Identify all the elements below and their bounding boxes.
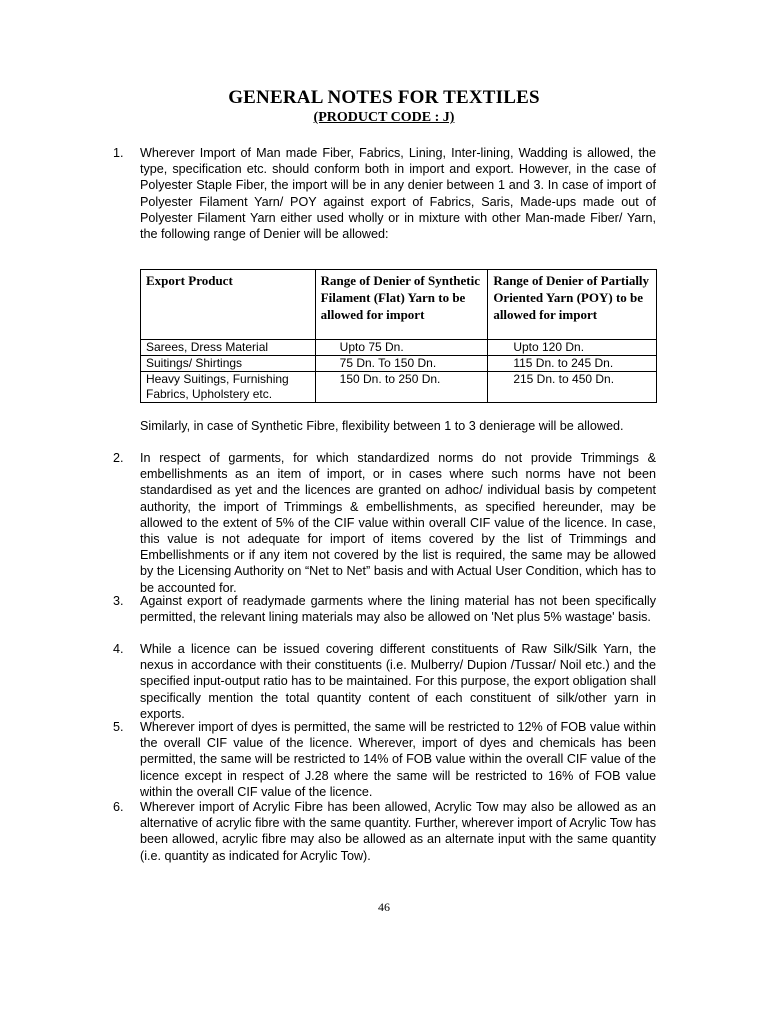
table-cell: Sarees, Dress Material <box>141 340 316 356</box>
table-header-cell: Range of Denier of Synthetic Filament (Flat) Yarn to be allowed for import <box>315 270 488 340</box>
note-text: Against export of readymade garments where the lining material has not been specifically permitted, the relevant lining materials may also be allowed on 'Net plus 5% wastage' basis. <box>140 594 656 625</box>
table-header-row <box>141 270 657 340</box>
note-number: 2. <box>113 451 124 465</box>
table-cell: 150 Dn. to 250 Dn. <box>315 372 488 403</box>
note-text: Wherever import of dyes is permitted, the same will be restricted to 12% of FOB value within the overall CIF value of the licence. Wherever, import of dyes and chemicals has been permitted, the same will be restricted to 14% of FOB value within the overall CIF value of the licence except in respect of J.28 where the same will be restricted to 16% of FOB value within the overall CIF value of the licence. <box>140 720 656 799</box>
note-number: 1. <box>113 146 124 160</box>
table-row <box>141 356 657 372</box>
table-header-cell: Export Product <box>141 270 316 340</box>
table-cell: Heavy Suitings, Furnishing Fabrics, Upholstery etc. <box>141 372 316 403</box>
table-row <box>141 372 657 403</box>
table-cell: 215 Dn. to 450 Dn. <box>488 372 657 403</box>
denier-range-table <box>140 269 657 403</box>
table-cell: Upto 120 Dn. <box>488 340 657 356</box>
note-number: 4. <box>113 642 124 656</box>
page-number: 46 <box>378 900 390 914</box>
table-cell: Suitings/ Shirtings <box>141 356 316 372</box>
table-row <box>141 340 657 356</box>
note-text: Wherever import of Acrylic Fibre has been allowed, Acrylic Tow may also be allowed as an alternative of acrylic fibre with the same quantity. Further, wherever import of Acrylic Tow has been allowed, acrylic fibre may also be allowed as an alternate input with the same quantity (i.e. quantity as indicated for Acrylic Tow). <box>140 800 656 863</box>
note-number: 5. <box>113 720 124 734</box>
table-cell: 115 Dn. to 245 Dn. <box>488 356 657 372</box>
note-text: Wherever Import of Man made Fiber, Fabrics, Lining, Inter-lining, Wadding is allowed, the type, specification etc. should conform both in import and export. However, in the case of Polyester Staple Fiber, the import will be in any denier between 1 and 3. In case of import of Polyester Filament Yarn/ POY against export of Fabrics, Saris, Made-ups made out of Polyester Filament Yarn either used wholly or in mixture with other Man-made Fiber/ Yarn, the following range of Denier will be allowed: <box>140 146 656 242</box>
page-title: GENERAL NOTES FOR TEXTILES <box>228 87 540 108</box>
table-cell: 75 Dn. To 150 Dn. <box>315 356 488 372</box>
table-cell: Upto 75 Dn. <box>315 340 488 356</box>
product-code-subtitle: (PRODUCT CODE : J) <box>313 110 455 125</box>
note-text: While a licence can be issued covering different constituents of Raw Silk/Silk Yarn, the nexus in accordance with their constituents (i.e. Mulberry/ Dupion /Tussar/ Noil etc.) and the specified input-output ratio has to be maintained. For this purpose, the export obligation shall specifically mention the total quantity content of each constituent of silk/other yarn in exports. <box>140 642 656 721</box>
similarly-note: Similarly, in case of Synthetic Fibre, flexibility between 1 to 3 denierage will be allowed. <box>140 419 624 433</box>
note-number: 6. <box>113 800 124 814</box>
note-number: 3. <box>113 594 124 608</box>
table-header-cell: Range of Denier of Partially Oriented Yarn (POY) to be allowed for import <box>488 270 657 340</box>
note-text: In respect of garments, for which standardized norms do not provide Trimmings & embellishments as an item of import, or in cases where such norms have not been standardised as yet and the licences are granted on adhoc/ individual basis by competent authority, the import of Trimmings & embellishments, as specified hereunder, may be allowed to the extent of 5% of the CIF value within overall CIF value of the licence. In case, this value is not adequate for import of items covered by the list of Trimmings and Embellishments or if any item not covered by the list is required, the same may be allowed by the Licensing Authority on “Net to Net” basis and with Actual User Condition, which has to be accounted for. <box>140 451 656 595</box>
